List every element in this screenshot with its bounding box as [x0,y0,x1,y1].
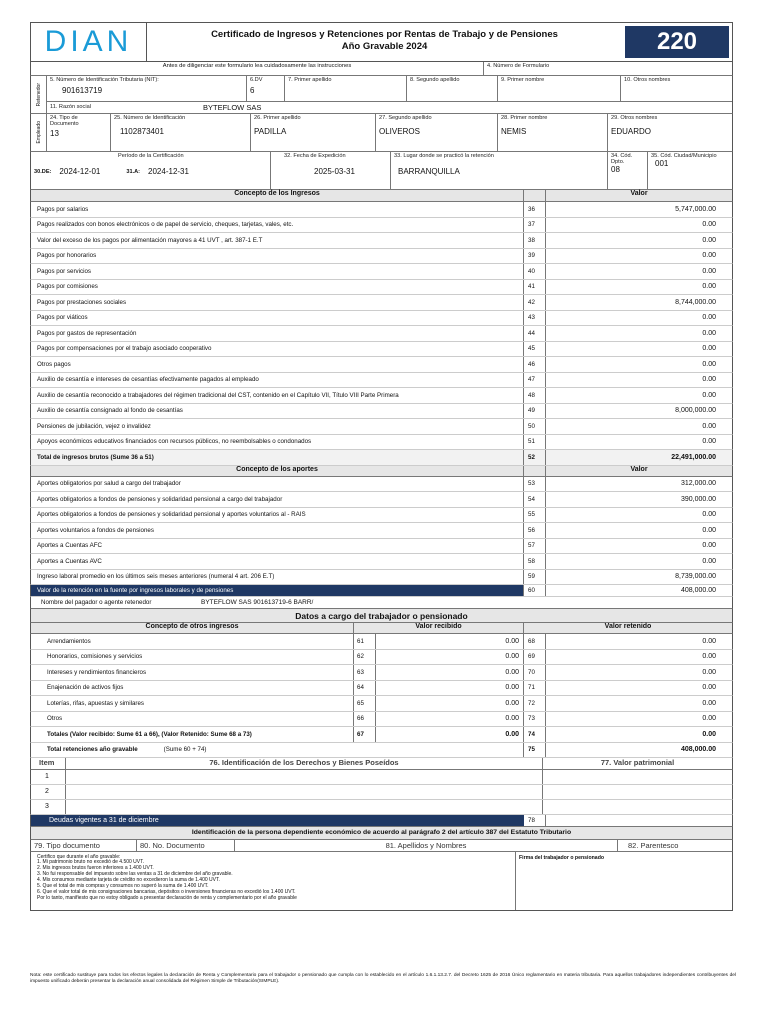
cod-ciudad-field[interactable]: 35. Cód. Ciudad/Municipio 001 [651,153,717,168]
bien-description[interactable] [66,785,543,799]
otros-concept: Honorarios, comisiones y servicios [31,650,354,665]
recibido-value[interactable]: 0.00 [376,727,524,742]
ingreso-code: 41 [524,280,546,295]
ingreso-value[interactable]: 0.00 [702,360,716,368]
recibido-code: 62 [354,650,376,665]
form-number-badge [625,26,729,58]
otros-ingresos-row [30,665,733,681]
ingreso-value[interactable]: 0.00 [702,314,716,322]
periodo-de-value[interactable]: 2024-12-01 [59,167,101,176]
retenido-code: 72 [524,696,546,711]
aporte-code: 54 [524,492,546,507]
ingreso-concept: Auxilio de cesantía reconocido a trabajadores del régimen tradicional del CST, contenido en el Capítulo VII, Título VIII Parte Primera [31,388,524,403]
otros-ingresos-row [30,650,733,666]
ingreso-row [30,342,733,358]
aporte-row [30,539,733,555]
ingreso-concept: Valor del exceso de los pagos por alimentación mayores a 41 UVT , art. 387-1 E.T [31,233,524,248]
trabajador-table [30,634,733,743]
ingreso-row [30,233,733,249]
ingreso-value[interactable]: 0.00 [702,422,716,430]
certifico-line: 6. Que el valor total de mis consignaciones bancarias, depósitos o inversiones financieras no excedió los 1.400 UVT. [37,888,296,895]
ingreso-row [30,419,733,435]
retencion-row: Valor de la retención en la fuente por ingresos laborales y de pensiones 60 408,000.00 [30,585,733,597]
otros-ingresos-row [30,727,733,743]
ingreso-value[interactable]: 5,747,000.00 [675,205,716,213]
ingreso-value[interactable]: 0.00 [702,329,716,337]
dependiente-row [30,840,733,852]
ingreso-row [30,373,733,389]
ingreso-code: 43 [524,311,546,326]
certifico-line: 2. Mis ingresos brutos fueron inferiores a 1.400 UVT. [37,865,154,872]
ingreso-concept: Auxilio de cesantía consignado al fondo de cesantías [31,404,524,419]
ingreso-value[interactable]: 0.00 [702,283,716,291]
ingreso-concept: Apoyos económicos educativos financiados con recursos públicos, no reembolsables o condonados [31,435,524,450]
aporte-concept: Aportes a Cuentas AVC [31,554,524,569]
form-no-label: 4. Número de Formulario [487,63,550,69]
ingreso-value[interactable]: 8,000,000.00 [675,407,716,415]
periodo-certificacion: Período de la Certificación 30.DE: 2024-12-01 31.A: 2024-12-31 [31,152,271,189]
retenedor-section [30,76,733,114]
otros-ingresos-row [30,681,733,697]
instructions-text: Antes de diligenciar este formulario lea cuidadosamente las instrucciones [31,62,484,75]
form-header [30,22,733,62]
form-title [147,23,622,61]
emp-apellido1-field[interactable]: 26. Primer apellido PADILLA [251,114,376,151]
certifico-section [30,852,733,911]
ingreso-row [30,295,733,311]
ingreso-value[interactable]: 0.00 [702,376,716,384]
empleado-section: Empleado 24. Tipo de Documento 13 25. Número de Identificación 1102873401 26. Primer apellido PADILLA 27. Segundo apellido OLIVEROS 28. Primer nombre NEMIS 29. Otros nombres EDUARDO [30,114,733,152]
periodo-a-value[interactable]: 2024-12-31 [148,167,189,176]
bien-item-number: 3 [31,800,66,814]
recibido-code: 61 [354,634,376,649]
recibido-value[interactable]: 0.00 [376,634,524,649]
ingreso-concept: Otros pagos [31,357,524,372]
dep-tipo-field[interactable]: 79. Tipo documento [31,840,137,851]
bien-description[interactable] [66,770,543,784]
aporte-row [30,477,733,493]
recibido-code: 67 [354,727,376,742]
fecha-expedicion-field[interactable]: 32. Fecha de Expedición 2025-03-31 [271,152,391,189]
ingreso-row [30,311,733,327]
retenedor-side: Retenedor [31,76,47,113]
form-220 [30,22,733,911]
otros-ingresos-row [30,634,733,650]
ingreso-value[interactable]: 0.00 [702,221,716,229]
retenido-code: 69 [524,650,546,665]
otros-ingresos-row [30,712,733,728]
cod-dpto-field[interactable]: 34. Cód. Dpto. 08 [608,152,648,189]
trabajador-subheader: Concepto de otros ingresos Valor recibido Valor retenido [30,623,733,634]
bien-row [30,800,733,815]
nit-value: 901613719 [62,86,103,95]
recibido-value[interactable]: 0.00 [376,665,524,680]
bien-description[interactable] [66,800,543,814]
retenido-value[interactable]: 0.00 [702,668,716,676]
ingreso-value[interactable]: 8,744,000.00 [675,298,716,306]
firma-field[interactable]: Firma del trabajador o pensionado [519,854,605,861]
retenido-value[interactable]: 0.00 [702,637,716,645]
title-line-2: Año Gravable 2024 [341,41,428,52]
total-ingresos-value[interactable]: 22,491,000.00 [671,453,716,461]
retenido-value[interactable]: 0.00 [702,715,716,723]
ingreso-concept: Pensiones de jubilación, vejez o invalidez [31,419,524,434]
recibido-code: 64 [354,681,376,696]
retenido-value[interactable]: 0.00 [702,684,716,692]
aporte-row [30,523,733,539]
recibido-value[interactable]: 0.00 [376,696,524,711]
retenido-value[interactable]: 0.00 [702,730,716,738]
nit-field[interactable]: 5. Número de Identificación Tributaria (NIT): 901613719 [47,76,247,101]
bienes-header: Item 76. Identificación de los Derechos y Bienes Poseídos 77. Valor patrimonial [30,758,733,770]
certifico-line: Por lo tanto, manifiesto que no estoy obligado a presentar declaración de renta y complementario por el año gravable [37,894,297,901]
aporte-value[interactable]: 0.00 [702,526,716,534]
bien-row [30,770,733,785]
aporte-concept: Aportes obligatorios a fondos de pensiones y solidaridad pensional y aportes voluntarios al - RAIS [31,508,524,523]
bien-item-number: 1 [31,770,66,784]
ingreso-code: 37 [524,218,546,233]
aporte-row [30,508,733,524]
deudas-value[interactable] [546,815,732,826]
ingreso-code: 38 [524,233,546,248]
ingreso-row [30,218,733,234]
otros-concept: Loterías, rifas, apuestas y similares [31,696,354,711]
aporte-code: 56 [524,523,546,538]
aporte-code: 58 [524,554,546,569]
ingreso-value[interactable]: 0.00 [702,438,716,446]
ingreso-code: 39 [524,249,546,264]
pagador-value: BYTEFLOW SAS 901613719-6 BARR/ [201,599,314,606]
ingreso-concept: Pagos por viáticos [31,311,524,326]
form-number: 220 [656,28,698,55]
numero-identificacion-field[interactable]: 25. Número de Identificación 1102873401 [111,114,251,151]
ingreso-value[interactable]: 0.00 [702,267,716,275]
dep-numero-field[interactable]: 80. No. Documento [137,840,235,851]
certifico-line: Certifico que durante el año gravable: [37,853,121,860]
dependiente-header: Identificación de la persona dependiente económico de acuerdo al parágrafo 2 del artículo 387 del Estatuto Tributario [30,827,733,840]
ret-apellido1-field[interactable]: 7. Primer apellido [285,76,407,101]
logo-text: DIAN [44,25,133,58]
ingreso-code: 46 [524,357,546,372]
bien-valor[interactable] [543,770,732,784]
emp-nombre1-field[interactable]: 28. Primer nombre NEMIS [498,114,608,151]
ingreso-concept: Pagos por compensaciones por el trabajo asociado cooperativo [31,342,524,357]
ingreso-code: 42 [524,295,546,310]
certifico-line: 1. Mi patrimonio bruto no excedió de 4.500 UVT. [37,859,145,866]
ingreso-code: 45 [524,342,546,357]
bien-valor[interactable] [543,800,732,814]
ingreso-code: 44 [524,326,546,341]
ingreso-code: 40 [524,264,546,279]
periodo-section [30,152,733,190]
retenido-code: 68 [524,634,546,649]
aportes-header: Concepto de los aportes Valor [30,466,733,477]
ingreso-row [30,357,733,373]
title-line-1: Certificado de Ingresos y Retenciones por Rentas de Trabajo y de Pensiones [211,29,558,40]
otros-concept: Intereses y rendimientos financieros [31,665,354,680]
aporte-value[interactable]: 390,000.00 [680,495,716,503]
aporte-concept: Ingreso laboral promedio en los últimos seis meses anteriores (numeral 4 art. 206 E.T) [31,570,524,585]
emp-nombre2-field[interactable]: 29. Otros nombres EDUARDO [611,115,658,136]
retenido-code: 74 [524,727,546,742]
bien-valor[interactable] [543,785,732,799]
dep-parentesco-field[interactable]: 82. Parentesco [628,840,679,850]
aporte-code: 57 [524,539,546,554]
emp-apellido2-field[interactable]: 27. Segundo apellido OLIVEROS [376,114,498,151]
recibido-code: 66 [354,712,376,727]
aporte-value[interactable]: 0.00 [702,557,716,565]
aporte-code: 55 [524,508,546,523]
retenido-value[interactable]: 0.00 [702,699,716,707]
bien-item-number: 2 [31,785,66,799]
ingreso-concept: Pagos por honorarios [31,249,524,264]
aporte-value[interactable]: 0.00 [702,542,716,550]
instructions-row [30,62,733,76]
retencion-value[interactable]: 408,000.00 [546,585,732,596]
ingreso-row [30,404,733,420]
otros-concept: Enajenación de activos fijos [31,681,354,696]
ingreso-code: 47 [524,373,546,388]
otros-concept: Otros [31,712,354,727]
ingreso-value[interactable]: 0.00 [702,236,716,244]
aporte-value[interactable]: 0.00 [702,511,716,519]
aporte-concept: Aportes voluntarios a fondos de pensiones [31,523,524,538]
dv-value: 6 [250,86,255,95]
ingreso-concept: Pagos realizados con bonos electrónicos o de papel de servicio, cheques, tarjetas, vales, etc. [31,218,524,233]
ingreso-concept: Pagos por servicios [31,264,524,279]
ingreso-code: 51 [524,435,546,450]
razon-social-value: BYTEFLOW SAS [203,103,262,112]
otros-concept: Totales (Valor recibido: Sume 61 a 66), (Valor Retenido: Sume 68 a 73) [31,727,354,742]
retenido-code: 70 [524,665,546,680]
ingreso-row [30,264,733,280]
certifico-line: 5. Que el total de mis compras y consumos no superó la suma de 1.400 UVT. [37,883,209,890]
trabajador-header: Datos a cargo del trabajador o pensionado [30,609,733,623]
retenido-value[interactable]: 0.00 [702,653,716,661]
ingreso-code: 50 [524,419,546,434]
ret-nombre2-field[interactable]: 10. Otros nombres [624,77,671,83]
aporte-row [30,570,733,586]
certifico-line: 4. Mis consumos mediante tarjeta de crédito no excedieron la suma de 1.400 UVT. [37,877,220,884]
ingreso-row [30,326,733,342]
recibido-value[interactable]: 0.00 [376,712,524,727]
aportes-table [30,477,733,586]
razon-social-row: 11. Razón social BYTEFLOW SAS [50,103,262,112]
ingreso-value[interactable]: 0.00 [702,391,716,399]
aporte-concept: Aportes obligatorios por salud a cargo del trabajador [31,477,524,492]
otros-concept: Arrendamientos [31,634,354,649]
ingresos-total-row: Total de ingresos brutos (Sume 36 a 51) 52 22,491,000.00 [30,450,733,466]
total-retenciones-value[interactable]: 408,000.00 [680,746,716,753]
bien-row [30,785,733,800]
ingreso-code: 49 [524,404,546,419]
aporte-concept: Aportes a Cuentas AFC [31,539,524,554]
recibido-code: 65 [354,696,376,711]
retenido-code: 73 [524,712,546,727]
tipo-documento-field[interactable]: 24. Tipo de Documento 13 [47,114,111,151]
ingreso-concept: Pagos por prestaciones sociales [31,295,524,310]
ingresos-table [30,202,733,450]
bienes-table [30,770,733,815]
aporte-code: 59 [524,570,546,585]
nota-text: Nota: este certificado sustituye para todos los efectos legales la declaración de Renta y Complementario para el trabajador o pensionado que cumpla con lo establecido en el artículo 1.6.1.13.2.7. del Decreto 1625 de 2016 Único reglamentario en materia tributaria. Para aquellos trabajadores independientes contribuyentes del impuesto unificado deberán presentar la declaración anual consolidada del Régimen Simple de Tributación(SIMPLE). [30,973,736,984]
ingreso-concept: Auxilio de cesantía e intereses de cesantías efectivamente pagados al empleado [31,373,524,388]
ingreso-row [30,388,733,404]
recibido-value[interactable]: 0.00 [376,650,524,665]
deudas-row: Deudas vigentes a 31 de diciembre 78 [30,815,733,827]
lugar-retencion-field[interactable]: 33. Lugar donde se practicó la retención BARRANQUILLA [391,152,608,189]
ingreso-concept: Pagos por comisiones [31,280,524,295]
aporte-value[interactable]: 312,000.00 [680,480,716,488]
aporte-code: 53 [524,477,546,492]
aporte-row [30,554,733,570]
ingreso-row [30,202,733,218]
certifico-text [31,852,516,910]
aporte-concept: Aportes obligatorios a fondos de pensiones y solidaridad pensional a cargo del trabajador [31,492,524,507]
retenido-code: 71 [524,681,546,696]
otros-ingresos-row [30,696,733,712]
ret-nombre1-field[interactable]: 9. Primer nombre [498,76,621,101]
ingresos-header: Concepto de los Ingresos Valor [30,190,733,202]
ingreso-row [30,280,733,296]
ingreso-row [30,435,733,451]
pagador-row: Nombre del pagador o agente retenedor BYTEFLOW SAS 901613719-6 BARR/ [30,597,733,609]
ingreso-value[interactable]: 0.00 [702,345,716,353]
ingreso-code: 36 [524,202,546,217]
dv-field[interactable]: 6.DV 6 [247,76,285,101]
certifico-line: 3. No fui responsable del impuesto sobre las ventas a 31 de diciembre del año gravable. [37,871,233,878]
ingreso-row [30,249,733,265]
ingreso-code: 48 [524,388,546,403]
aporte-row [30,492,733,508]
ingreso-value[interactable]: 0.00 [702,252,716,260]
recibido-value[interactable]: 0.00 [376,681,524,696]
ingreso-concept: Pagos por salarios [31,202,524,217]
aporte-value[interactable]: 8,739,000.00 [675,573,716,581]
dep-nombres-field[interactable]: 81. Apellidos y Nombres [235,840,618,851]
ret-apellido2-field[interactable]: 8. Segundo apellido [407,76,498,101]
dian-logo [31,23,147,61]
total-retenciones-row: Total retenciones año gravable (Sume 60 + 74) 75 408,000.00 [30,743,733,758]
recibido-code: 63 [354,665,376,680]
ingreso-concept: Pagos por gastos de representación [31,326,524,341]
